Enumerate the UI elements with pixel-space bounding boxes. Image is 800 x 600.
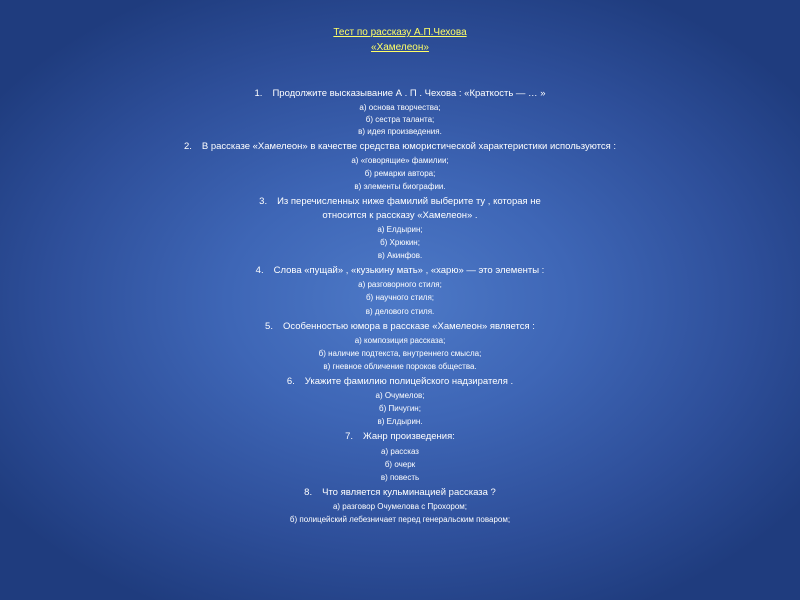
question-number: 3. <box>259 196 268 207</box>
answer-3c: в) Акинфов. <box>377 251 423 260</box>
question-number: 4. <box>255 265 264 276</box>
question-number: 6. <box>286 376 295 387</box>
answer-7c: в) повесть <box>380 473 420 482</box>
answer-4a: а) разговорного стиля; <box>358 280 442 289</box>
question-text: Что является кульминацией рассказа ? <box>322 487 496 498</box>
answer-5b: б) наличие подтекста, внутреннего смысла; <box>318 349 482 358</box>
question-text: Укажите фамилию полицейского надзирателя . <box>304 376 514 387</box>
question-number: 8. <box>304 487 313 498</box>
answer-8a: а) разговор Очумелова с Прохором; <box>332 502 468 511</box>
answer-7b: б) очерк <box>384 460 416 469</box>
question-text: Жанр произведения: <box>363 431 455 442</box>
question-text: Из перечисленных ниже фамилий выберите ту , которая не <box>277 196 541 207</box>
answer-6b: б) Пичугин; <box>379 404 421 413</box>
question-2 <box>0 142 800 152</box>
question-text: Слова «пущай» , «кузькину мать» , «харю» — это элементы : <box>273 265 545 276</box>
answer-6c: в) Елдырин. <box>377 417 423 426</box>
question-text: Особенностью юмора в рассказе «Хамелеон» является : <box>282 321 535 332</box>
question-5 <box>0 322 800 332</box>
answer-2a: а) «говорящие» фамилии; <box>351 156 449 165</box>
answer-7a: а) рассказ <box>381 447 419 456</box>
question-4 <box>0 266 800 276</box>
question-number: 1. <box>254 88 263 99</box>
question-number: 2. <box>183 141 192 152</box>
answer-4b: б) научного стиля; <box>365 293 435 302</box>
answer-3b: б) Хрюкин; <box>380 238 420 247</box>
question-8 <box>0 488 800 498</box>
answer-6a: а) Очумелов; <box>375 391 425 400</box>
title-line-1[interactable]: Тест по рассказу А.П.Чехова <box>333 27 467 38</box>
answer-5c: в) гневное обличение пороков общества. <box>323 362 477 371</box>
answer-5a: а) композиция рассказа; <box>354 336 446 345</box>
answer-4c: в) делового стиля. <box>365 307 435 316</box>
question-text: В рассказе «Хамелеон» в качестве средства юмористической характеристики используются : <box>201 141 617 152</box>
answer-2b: б) ремарки автора; <box>364 169 436 178</box>
question-text: Продолжите высказывание А . П . Чехова : «Краткость — … » <box>272 88 546 99</box>
question-3 <box>0 197 800 207</box>
answer-1b: б) сестра таланта; <box>365 115 435 124</box>
question-number: 5. <box>265 321 273 332</box>
question-number: 7. <box>345 431 354 442</box>
title-line-2[interactable]: «Хамелеон» <box>371 42 429 53</box>
answer-1c: в) идея произведения. <box>358 127 442 136</box>
answer-8b: б) полицейский лебезничает перед генеральским поваром; <box>289 515 511 524</box>
answer-2c: в) элементы биографии. <box>354 182 446 191</box>
answer-3a: а) Елдырин; <box>377 225 423 234</box>
question-1 <box>0 89 800 99</box>
question-6 <box>0 377 800 387</box>
question-7 <box>0 432 800 442</box>
answer-1a: а) основа творчества; <box>359 103 441 112</box>
question-3-cont: относится к рассказу «Хамелеон» . <box>322 210 478 221</box>
